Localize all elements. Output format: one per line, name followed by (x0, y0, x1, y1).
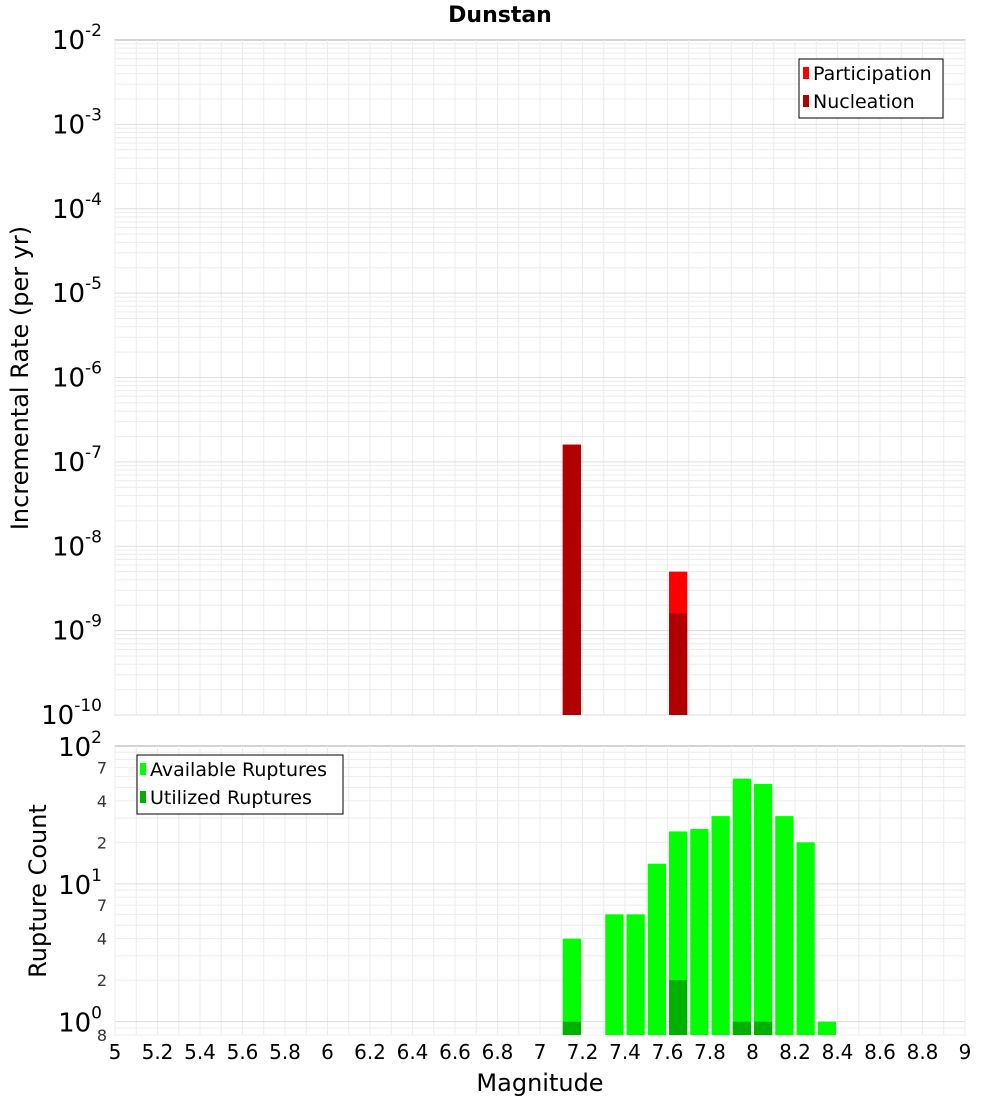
y-tick-label: 10-6 (51, 358, 102, 394)
x-tick-label: 5.2 (141, 1040, 174, 1064)
top-panel (6, 21, 965, 731)
bar-available-ruptures (818, 1022, 836, 1035)
legend-swatch-available-ruptures (140, 763, 146, 775)
legend-swatch-utilized-ruptures (140, 791, 146, 803)
y-minor-tick-label: 4 (96, 791, 107, 811)
bottom-panel (24, 728, 971, 1097)
y-minor-tick-label: 8 (96, 1026, 107, 1045)
bar-nucleation (669, 613, 687, 715)
legend-swatch-participation (803, 67, 809, 79)
y-minor-tick-label: 7 (96, 896, 107, 916)
y-minor-tick-label: 2 (96, 833, 107, 853)
bottom-y-axis-label: Rupture Count (24, 804, 52, 978)
x-tick-label: 6.4 (396, 1040, 429, 1064)
bottom-legend (137, 755, 343, 814)
chart-title: Dunstan (448, 3, 552, 28)
y-tick-label: 102 (58, 728, 102, 763)
y-tick-label: 10-4 (51, 189, 102, 225)
top-y-tick-labels (41, 21, 102, 731)
x-tick-label: 5 (108, 1040, 122, 1064)
bar-available-ruptures (563, 939, 581, 1035)
x-tick-label: 5.4 (184, 1040, 216, 1064)
x-tick-label: 7.6 (651, 1040, 684, 1064)
x-tick-label: 6.2 (354, 1040, 386, 1064)
top-y-axis-label: Incremental Rate (per yr) (6, 225, 34, 531)
y-tick-label: 10-8 (51, 527, 102, 563)
x-tick-label: 8.8 (906, 1040, 939, 1064)
bar-utilized-ruptures (733, 1022, 751, 1035)
x-tick-label: 6 (321, 1040, 334, 1064)
x-tick-label: 5.6 (226, 1040, 259, 1064)
x-tick-label: 7.8 (694, 1040, 726, 1064)
bottom-y-tick-labels (58, 728, 107, 1045)
y-tick-label: 10-2 (51, 21, 102, 56)
x-tick-label: 8.4 (821, 1040, 854, 1064)
x-tick-label: 9 (958, 1040, 972, 1064)
x-tick-label: 7.2 (566, 1040, 599, 1064)
x-tick-label: 5.8 (269, 1040, 301, 1064)
bar-utilized-ruptures (669, 980, 687, 1035)
x-tick-labels (109, 1040, 972, 1064)
x-tick-label: 7.4 (609, 1040, 641, 1064)
legend-swatch-nucleation (803, 95, 809, 107)
legend-label-participation: Participation (813, 63, 932, 85)
x-tick-label: 7 (533, 1040, 547, 1064)
legend-label-nucleation: Nucleation (813, 91, 915, 113)
y-tick-label: 10-5 (51, 274, 102, 310)
x-tick-label: 8 (746, 1040, 759, 1064)
bar-available-ruptures (605, 914, 623, 1035)
x-tick-label: 6.8 (481, 1040, 514, 1064)
top-grid (115, 40, 965, 715)
y-tick-label: 10-7 (51, 442, 102, 478)
bar-available-ruptures (648, 864, 666, 1035)
top-legend (799, 59, 943, 118)
y-tick-label: 10-10 (41, 696, 102, 731)
y-tick-label: 10-3 (51, 105, 102, 141)
bar-available-ruptures (797, 842, 815, 1035)
legend-label-available-ruptures: Available Ruptures (150, 759, 327, 781)
y-minor-tick-label: 4 (96, 929, 107, 949)
y-minor-tick-label: 2 (96, 971, 107, 991)
bar-available-ruptures (712, 816, 730, 1035)
y-tick-label: 101 (58, 865, 102, 901)
bar-available-ruptures (775, 816, 793, 1035)
bar-utilized-ruptures (563, 1022, 581, 1035)
x-tick-label: 6.6 (439, 1040, 471, 1064)
y-tick-label: 100 (58, 1003, 102, 1039)
x-tick-label: 8.2 (779, 1040, 811, 1064)
bar-available-ruptures (754, 784, 772, 1035)
bar-nucleation (563, 445, 581, 715)
bar-utilized-ruptures (754, 1022, 772, 1035)
x-tick-label: 8.6 (864, 1040, 896, 1064)
bar-available-ruptures (627, 914, 645, 1035)
bar-available-ruptures (690, 829, 708, 1035)
legend-label-utilized-ruptures: Utilized Ruptures (150, 787, 312, 809)
bar-available-ruptures (733, 779, 751, 1035)
y-tick-label: 10-9 (51, 611, 102, 647)
x-axis-label: Magnitude (476, 1069, 604, 1097)
y-minor-tick-label: 7 (96, 758, 107, 778)
